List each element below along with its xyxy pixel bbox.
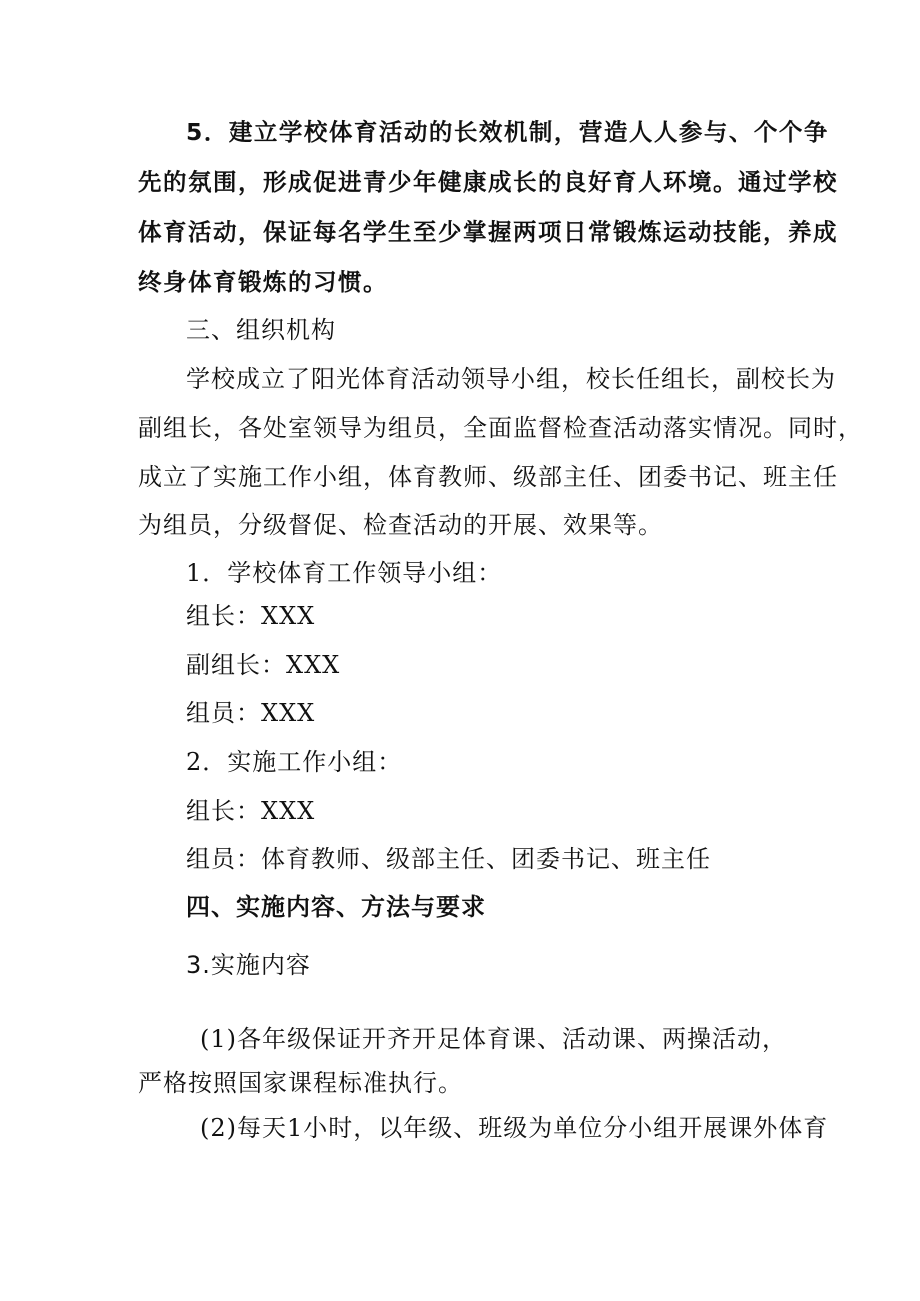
section-heading-impl: 四、实施内容、方法与要求 [186, 893, 486, 921]
group2-title: 2．实施工作小组： [186, 748, 403, 776]
group1-title: 1．学校体育工作领导小组： [186, 559, 503, 587]
impl-item-1-line-2: 严格按照国家课程标准执行。 [138, 1069, 463, 1097]
goal5-line-1: 5．建立学校体育活动的长效机制，营造人人参与、个个争 [186, 118, 829, 146]
goal5-line-4: 终身体育锻炼的习惯。 [138, 268, 388, 296]
goal5-line-2: 先的氛围，形成促进青少年健康成长的良好育人环境。通过学校 [138, 168, 838, 196]
group1-deputy: 副组长：XXX [186, 651, 341, 679]
org-para-line-1: 学校成立了阳光体育活动领导小组，校长任组长，副校长为 [186, 365, 836, 393]
org-para-line-2: 副组长，各处室领导为组员，全面监督检查活动落实情况。同时， [138, 414, 863, 442]
group2-member: 组员：体育教师、级部主任、团委书记、班主任 [186, 845, 711, 873]
org-para-line-4: 为组员，分级督促、检查活动的开展、效果等。 [138, 511, 663, 539]
section-heading-org: 三、组织机构 [186, 316, 336, 344]
group2-leader: 组长：XXX [186, 797, 316, 825]
group1-leader: 组长：XXX [186, 602, 316, 630]
org-para-line-3: 成立了实施工作小组，体育教师、级部主任、团委书记、班主任 [138, 463, 838, 491]
impl-item-2-line-1: (2)每天1小时，以年级、班级为单位分小组开展课外体育 [200, 1114, 829, 1142]
impl-item-1-line-1: (1)各年级保证开齐开足体育课、活动课、两操活动， [200, 1025, 787, 1053]
group1-member: 组员：XXX [186, 699, 316, 727]
goal5-line-3: 体育活动，保证每名学生至少掌握两项日常锻炼运动技能，养成 [138, 218, 838, 246]
impl-sub-heading: 3.实施内容 [186, 951, 311, 979]
